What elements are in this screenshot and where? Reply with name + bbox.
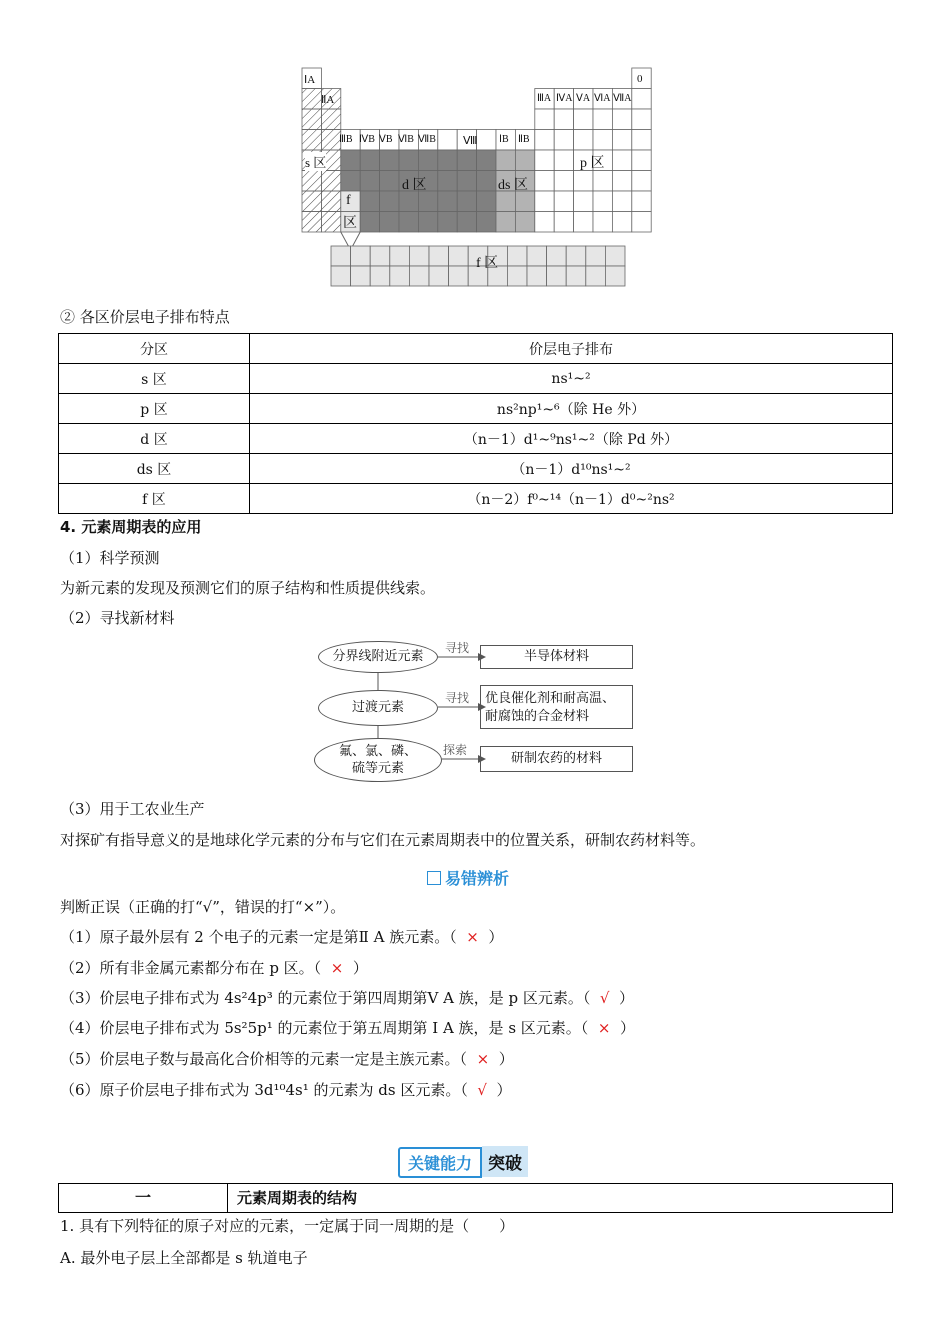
d-block-cell	[457, 171, 476, 192]
errors-heading	[427, 866, 509, 889]
d-block-cell	[438, 150, 457, 171]
f-block-cell	[605, 246, 625, 266]
error-text: （3）价层电子排布式为 4s²4p³ 的元素位于第四周期第Ⅴ A 族，是 p 区元素。（	[60, 989, 591, 1007]
wrong-mark: ×	[476, 1050, 490, 1068]
pt-label-cell	[438, 130, 457, 151]
s-block-cell	[302, 191, 321, 212]
group-label-3b: ⅢB	[339, 134, 353, 145]
p-block-cell	[632, 130, 651, 151]
group-label-7a: ⅦA	[613, 93, 632, 104]
d-block-cell	[418, 150, 437, 171]
s-block-cell	[321, 212, 340, 233]
group-label-7b: ⅦB	[418, 134, 436, 145]
d-block-cell	[438, 212, 457, 233]
p-block-label: p 区	[580, 156, 605, 171]
error-close: ）	[352, 959, 368, 977]
d-block-cell	[341, 171, 360, 192]
table-row	[59, 454, 893, 484]
d-block-cell	[399, 150, 418, 171]
f-block-cell	[547, 246, 567, 266]
d-block-cell	[360, 150, 379, 171]
d-block-cell	[399, 191, 418, 212]
group-label-2b: ⅡB	[518, 134, 530, 145]
group-label-4a: ⅣA	[556, 93, 573, 104]
item3-title: （3）用于工农业生产	[60, 800, 205, 818]
config-cell: ns¹~²	[250, 364, 893, 394]
group-label-1b: ⅠB	[499, 134, 509, 145]
p-block-cell	[535, 150, 554, 171]
section2-title: ② 各区价层电子排布特点	[60, 308, 230, 326]
p-block-cell	[593, 212, 612, 233]
s-block-cell	[302, 109, 321, 130]
box-catalyst	[480, 685, 633, 729]
d-block-cell	[457, 150, 476, 171]
error-close: ）	[496, 1081, 512, 1099]
d-block-cell	[477, 150, 496, 171]
key-ability-badge	[398, 1146, 528, 1174]
s-block-cell	[302, 89, 321, 110]
p-block-cell	[574, 191, 593, 212]
f-block-cell	[605, 266, 625, 286]
f-block-cell	[586, 246, 606, 266]
box-pesticide: 研制农药的材料	[480, 746, 633, 772]
zone-cell: d 区	[59, 424, 250, 454]
config-cell: （n－1）d¹~⁹ns¹~²（除 Pd 外）	[250, 424, 893, 454]
nonmetals-line-2: 硫等元素	[351, 761, 404, 776]
item3-text: 对探矿有指导意义的是地球化学元素的分布与它们在元素周期表中的位置关系，研制农药材料等。	[60, 831, 706, 849]
right-mark: √	[599, 989, 610, 1007]
question-1-option-a: A. 最外电子层上全部都是 s 轨道电子	[60, 1249, 308, 1267]
f-block-cell	[370, 266, 390, 286]
p-block-cell	[612, 130, 631, 151]
p-block-cell	[612, 212, 631, 233]
group-label-5a: ⅤA	[576, 93, 591, 104]
section-header-bar	[58, 1183, 893, 1213]
f-block-cell	[370, 246, 390, 266]
group-label-2a: ⅡA	[321, 94, 335, 106]
right-mark: √	[477, 1081, 487, 1099]
s-block-cell	[321, 191, 340, 212]
p-block-cell	[593, 109, 612, 130]
p-block-cell	[612, 191, 631, 212]
d-block-cell	[477, 212, 496, 233]
p-block-cell	[554, 109, 573, 130]
d-block-cell	[477, 171, 496, 192]
f-block-cell	[547, 266, 567, 286]
pt-label-cell	[321, 130, 340, 151]
config-cell: （n－2）f⁰~¹⁴（n－1）d⁰~²ns²	[250, 484, 893, 514]
p-block-cell	[554, 191, 573, 212]
p-block-cell	[574, 212, 593, 233]
p-block-cell	[632, 89, 651, 110]
error-text: （4）价层电子排布式为 5s²5p¹ 的元素位于第五周期第 Ⅰ A 族，是 s 区元素。（	[60, 1019, 589, 1037]
f-block-cell	[331, 266, 351, 286]
table-row	[59, 364, 893, 394]
ds-block-cell	[515, 191, 534, 212]
f-block-cell	[331, 246, 351, 266]
ds-block-label: ds 区	[498, 178, 528, 193]
p-block-cell	[574, 130, 593, 151]
d-block-cell	[457, 191, 476, 212]
p-block-cell	[632, 212, 651, 233]
error-close: ）	[498, 1050, 514, 1068]
f-block-cell	[429, 246, 449, 266]
ds-block-cell	[496, 150, 515, 171]
s-block-cell	[321, 109, 340, 130]
errors-title: 易错辨析	[445, 869, 510, 888]
f-small-label-1: f	[346, 193, 351, 208]
ds-block-cell	[515, 150, 534, 171]
p-block-cell	[612, 150, 631, 171]
s-block-label: s 区	[305, 152, 326, 171]
wrong-mark: ×	[466, 928, 479, 946]
group-label-0: 0	[637, 73, 643, 85]
header-zone: 分区	[59, 334, 250, 364]
app-heading: 4. 元素周期表的应用	[60, 518, 202, 536]
d-block-label: d 区	[402, 178, 427, 193]
d-block-cell	[380, 171, 399, 192]
p-block-cell	[574, 109, 593, 130]
error-item	[60, 988, 634, 1008]
section-title: 元素周期表的结构	[237, 1189, 358, 1207]
ellipse-transition: 过渡元素	[318, 690, 438, 726]
d-block-cell	[438, 171, 457, 192]
f-block-label: f 区	[476, 256, 499, 271]
p-block-cell	[554, 171, 573, 192]
wrong-mark: ×	[597, 1019, 611, 1037]
f-block-cell	[566, 246, 586, 266]
header-config: 价层电子排布	[250, 334, 893, 364]
f-block-cell	[409, 266, 429, 286]
d-block-cell	[438, 191, 457, 212]
p-block-cell	[593, 130, 612, 151]
d-block-cell	[360, 191, 379, 212]
config-cell: （n－1）d¹⁰ns¹~²	[250, 454, 893, 484]
valence-table	[58, 333, 893, 514]
error-close: ）	[619, 989, 635, 1007]
zone-cell: s 区	[59, 364, 250, 394]
arrow-label-3: 探索	[443, 743, 468, 757]
zone-cell: f 区	[59, 484, 250, 514]
p-block-cell	[535, 130, 554, 151]
d-block-cell	[341, 150, 360, 171]
p-block-cell	[612, 109, 631, 130]
checkbox-icon	[427, 871, 441, 885]
group-label-5b: ⅤB	[379, 134, 393, 145]
nonmetals-line-1: 氟、氯、磷、	[338, 744, 417, 759]
table-row	[59, 394, 893, 424]
d-block-cell	[380, 150, 399, 171]
p-block-cell	[535, 171, 554, 192]
catalyst-line-2: 耐腐蚀的合金材料	[485, 709, 590, 724]
error-item	[60, 1049, 514, 1069]
badge-label: 关键能力	[398, 1147, 482, 1178]
wrong-mark: ×	[330, 959, 344, 977]
p-block-cell	[535, 212, 554, 233]
error-text: （5）价层电子数与最高化合价相等的元素一定是主族元素。（	[60, 1050, 468, 1068]
item1-text: 为新元素的发现及预测它们的原子结构和性质提供线索。	[60, 579, 436, 597]
group-label-4b: ⅣB	[359, 134, 375, 145]
pt-label-cell	[477, 130, 496, 151]
f-block-cell	[507, 246, 527, 266]
errors-instruction: 判断正误（正确的打“√”，错误的打“×”）。	[60, 898, 346, 916]
question-1: 1. 具有下列特征的原子对应的元素，一定属于同一周期的是（ ）	[60, 1217, 515, 1235]
p-block-cell	[554, 130, 573, 151]
f-block-cell	[351, 266, 371, 286]
d-block-cell	[380, 191, 399, 212]
box-semiconductor: 半导体材料	[480, 645, 633, 669]
ds-block-cell	[496, 191, 515, 212]
f-block-cell	[390, 246, 410, 266]
f-block-cell	[409, 246, 429, 266]
catalyst-line-1: 优良催化剂和耐高温、	[485, 691, 616, 706]
p-block-cell	[554, 150, 573, 171]
d-block-cell	[477, 191, 496, 212]
f-block-cell	[351, 246, 371, 266]
p-block-cell	[574, 171, 593, 192]
zone-cell: p 区	[59, 394, 250, 424]
error-close: ）	[488, 928, 504, 946]
p-block-cell	[612, 171, 631, 192]
error-item	[60, 1080, 512, 1100]
group-label-6b: ⅥB	[398, 134, 414, 145]
s-block-cell	[302, 212, 321, 233]
item2-title: （2）寻找新材料	[60, 609, 175, 627]
p-block-cell	[554, 212, 573, 233]
config-cell: ns²np¹~⁶（除 He 外）	[250, 394, 893, 424]
p-block-cell	[632, 191, 651, 212]
d-block-cell	[380, 212, 399, 233]
item1-title: （1）科学预测	[60, 549, 160, 567]
table-row	[59, 484, 893, 514]
error-text: （1）原子最外层有 2 个电子的元素一定是第Ⅱ A 族元素。（	[60, 928, 457, 946]
f-block-cell	[449, 246, 469, 266]
f-block-cell	[527, 266, 547, 286]
f-block-cell	[566, 266, 586, 286]
ellipse-boundary: 分界线附近元素	[318, 641, 438, 673]
p-block-cell	[632, 109, 651, 130]
d-block-cell	[360, 171, 379, 192]
ds-block-cell	[496, 212, 515, 233]
p-block-cell	[535, 109, 554, 130]
f-block-cell	[390, 266, 410, 286]
f-block-cell	[449, 266, 469, 286]
d-block-cell	[457, 212, 476, 233]
zone-cell: ds 区	[59, 454, 250, 484]
table-row	[59, 424, 893, 454]
f-block-cell	[429, 266, 449, 286]
d-block-cell	[399, 212, 418, 233]
error-item	[60, 1018, 635, 1038]
error-item	[60, 927, 503, 947]
p-block-cell	[593, 171, 612, 192]
p-block-cell	[632, 150, 651, 171]
badge-suffix: 突破	[482, 1146, 528, 1177]
group-label-8: Ⅷ	[463, 135, 478, 147]
d-block-cell	[360, 212, 379, 233]
group-label-6a: ⅥA	[594, 93, 611, 104]
error-text: （6）原子价层电子排布式为 3d¹⁰4s¹ 的元素为 ds 区元素。（	[60, 1081, 468, 1099]
p-block-cell	[535, 191, 554, 212]
table-header-row	[59, 334, 893, 364]
error-text: （2）所有非金属元素都分布在 p 区。（	[60, 959, 322, 977]
p-block-cell	[632, 171, 651, 192]
arrow-label-1: 寻找	[445, 641, 470, 655]
s-block-cell	[302, 171, 321, 192]
error-item	[60, 958, 368, 978]
section-number: 一	[59, 1184, 228, 1212]
group-label-1a: ⅠA	[304, 74, 316, 86]
diagram-connectors	[300, 635, 500, 795]
f-block-cell	[527, 246, 547, 266]
s-block-cell	[321, 171, 340, 192]
arrow-label-2: 寻找	[445, 691, 470, 705]
d-block-cell	[418, 191, 437, 212]
ds-block-cell	[515, 212, 534, 233]
d-block-cell	[418, 212, 437, 233]
f-small-label-2: 区	[343, 216, 357, 231]
group-label-3a: ⅢA	[537, 93, 552, 104]
f-block-cell	[586, 266, 606, 286]
f-block-cell	[507, 266, 527, 286]
error-close: ）	[619, 1019, 635, 1037]
p-block-cell	[593, 191, 612, 212]
pt-label-cell	[302, 130, 321, 151]
